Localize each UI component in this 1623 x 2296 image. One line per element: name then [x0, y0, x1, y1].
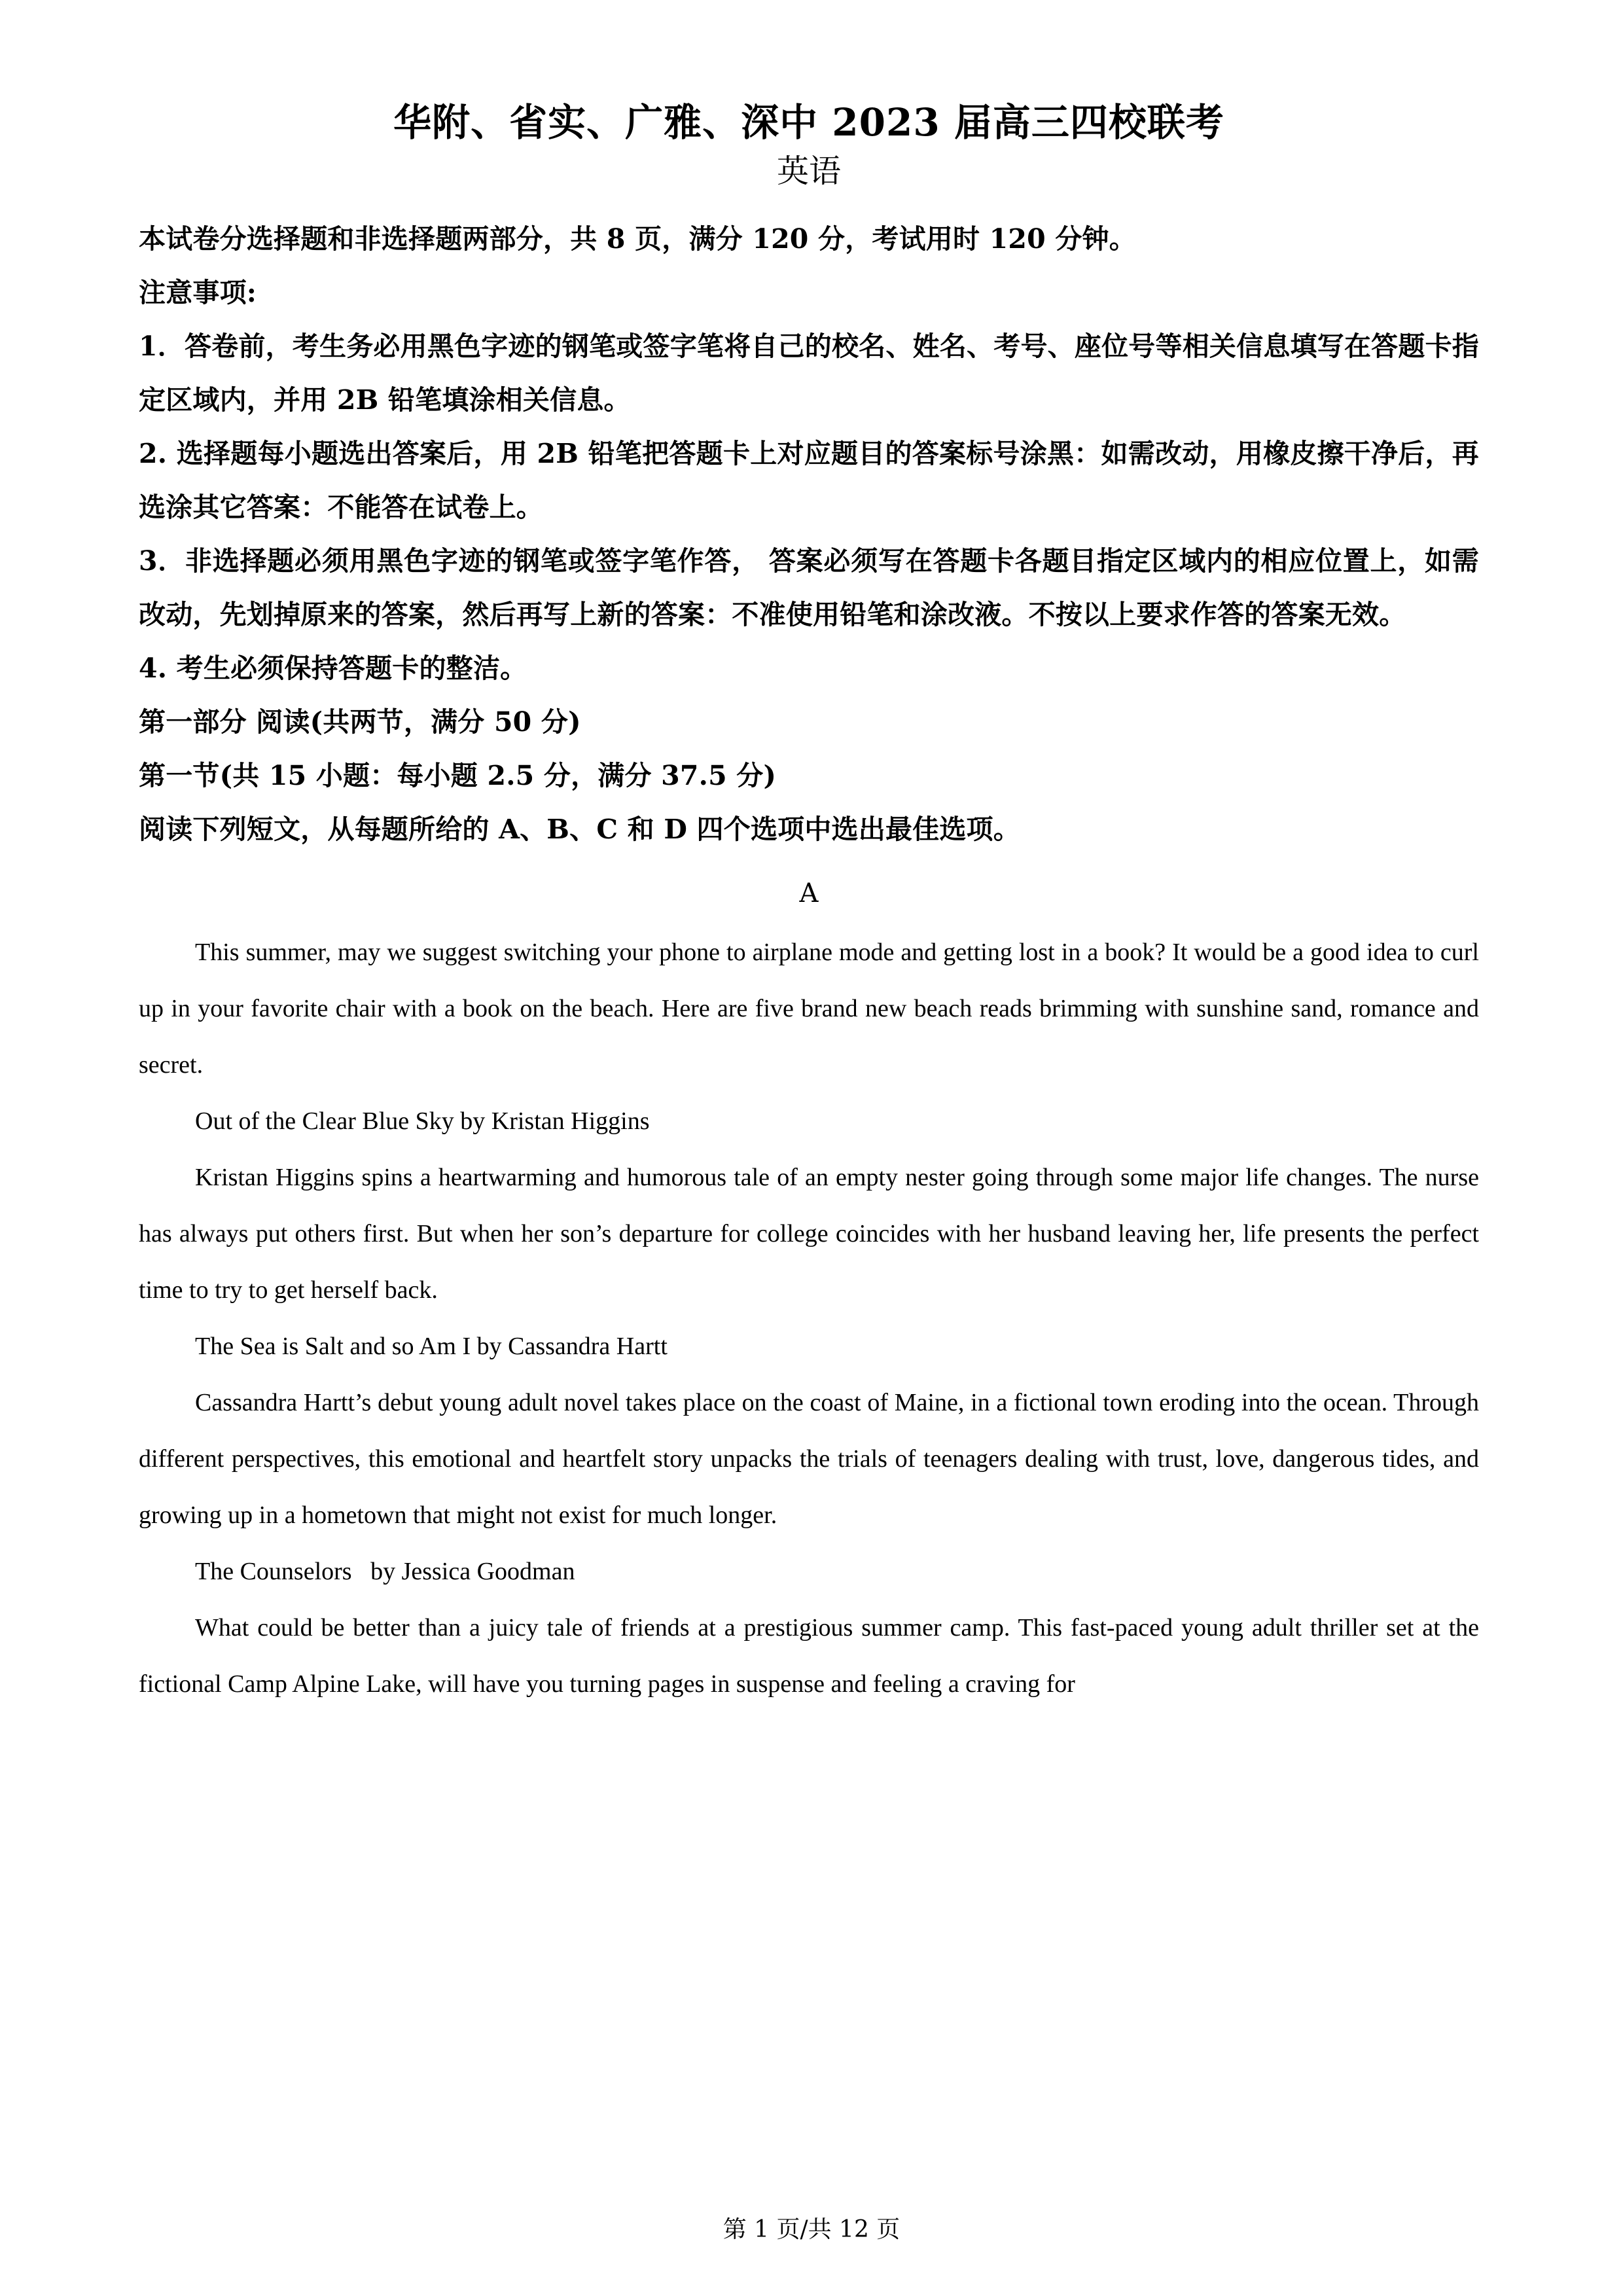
book-title-the-counselors: The Counselors by Jessica Goodman: [195, 1557, 575, 1585]
note-item-2: 2. 选择题每小题选出答案后，用 2B 铅笔把答题卡上对应题目的答案标号涂黑：如需改动，用橡皮擦干净后，再选涂其它答案：不能答在试卷上。: [139, 437, 1479, 523]
page-content: [139, 98, 1479, 1712]
page-footer: 第 1 页/共 12 页: [722, 2216, 901, 2243]
exam-instructions-block: [139, 212, 1479, 856]
note-item-3: 3．非选择题必须用黑色字迹的钢笔或签字笔作答， 答案必须写在答题卡各题目指定区域内的相应位置上，如需改动，先划掉原来的答案，然后再写上新的答案：不准使用铅笔和涂改液。不按以上要求作答的答案无效。: [139, 545, 1479, 630]
book-description-the-counselors: What could be better than a juicy tale of friends at a prestigious summer camp. This fast-paced young adult thriller set at the fictional Camp Alpine Lake, will have you turning pages in suspense and feeling a craving for: [139, 1613, 1479, 1698]
part-one-heading: 第一部分 阅读(共两节，满分 50 分): [139, 706, 581, 738]
section-one-directions: 阅读下列短文，从每题所给的 A、B、C 和 D 四个选项中选出最佳选项。: [139, 813, 1020, 845]
book-title-out-of-the-clear-blue-sky: Out of the Clear Blue Sky by Kristan Higgins: [195, 1107, 650, 1135]
notes-heading: 注意事项:: [139, 276, 257, 308]
passage-body: [139, 924, 1479, 1712]
note-item-4: 4. 考生必须保持答题卡的整洁。: [139, 652, 527, 684]
passage-paragraph-intro: This summer, may we suggest switching your phone to airplane mode and getting lost in a book? It would be a good idea to curl up in your favorite chair with a book on the beach. Here are five brand new beach reads brimming with sunshine sand, romance and secret.: [139, 938, 1479, 1079]
book-title-the-sea-is-salt-and-so-am-i: The Sea is Salt and so Am I by Cassandra Hartt: [195, 1332, 668, 1360]
note-item-1: 1．答卷前，考生务必用黑色字迹的钢笔或签字笔将自己的校名、姓名、考号、座位号等相关信息填写在答题卡指定区域内，并用 2B 铅笔填涂相关信息。: [139, 330, 1479, 416]
page-title: 华附、省实、广雅、深中 2023 届高三四校联考: [393, 100, 1224, 145]
book-description-out-of-the-clear-blue-sky: Kristan Higgins spins a heartwarming and humorous tale of an empty nester going through some major life changes. The nurse has always put others first. But when her son’s departure for college coincides with her husband leaving her, life presents the perfect time to try to get herself back.: [139, 1163, 1479, 1304]
exam-info-line: 本试卷分选择题和非选择题两部分，共 8 页，满分 120 分，考试用时 120 分钟。: [139, 223, 1136, 255]
book-description-the-sea-is-salt-and-so-am-i: Cassandra Hartt’s debut young adult novel takes place on the coast of Maine, in a fictional town eroding into the ocean. Through different perspectives, this emotional and heartfelt story unpacks the trials of teenagers dealing with trust, love, dangerous tides, and growing up in a hometown that might not exist for much longer.: [139, 1388, 1479, 1529]
subject-subtitle: 英语: [776, 152, 841, 190]
passage-label-a: A: [799, 878, 819, 908]
section-one-heading: 第一节(共 15 小题：每小题 2.5 分，满分 37.5 分): [139, 759, 777, 791]
